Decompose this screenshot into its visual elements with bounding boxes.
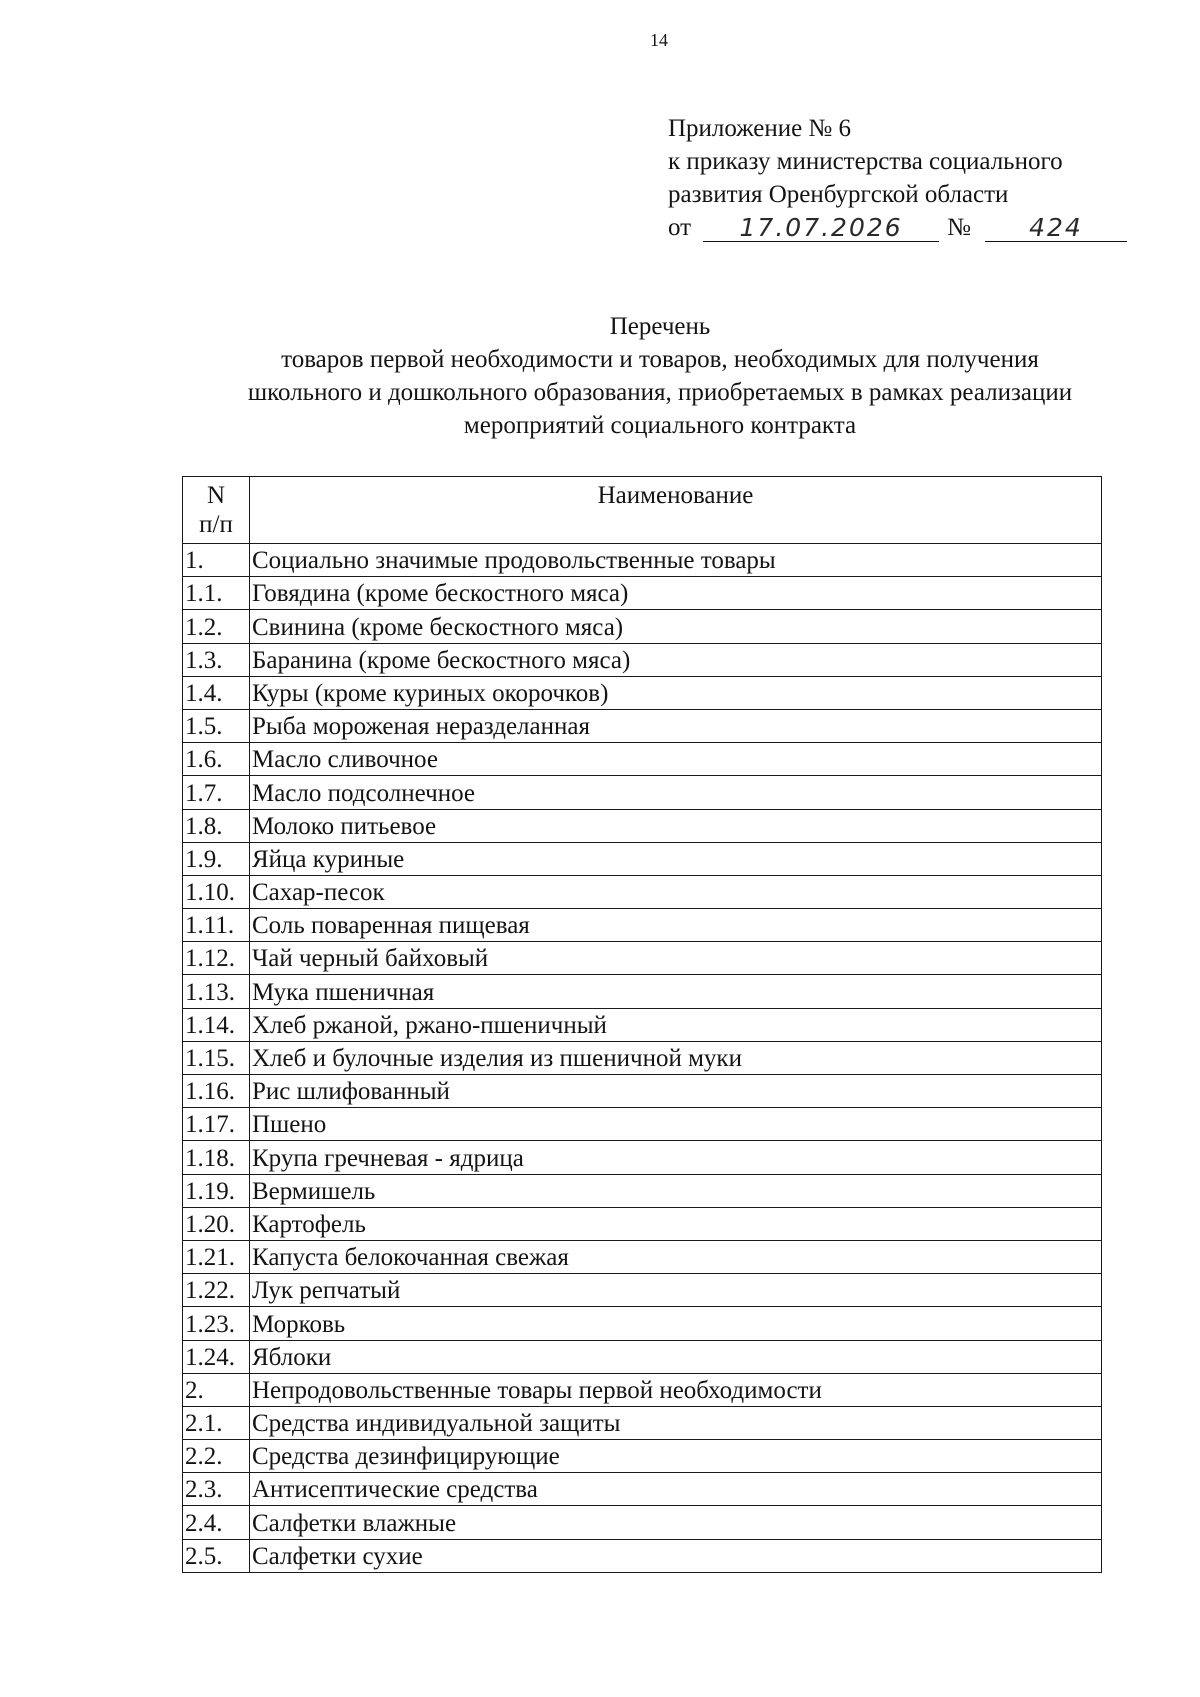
table-row xyxy=(183,1340,1102,1373)
row-name-cell: Свинина (кроме бескостного мяса) xyxy=(250,610,1102,643)
row-number-cell: 1.6. xyxy=(183,743,250,776)
row-number-cell: 1.10. xyxy=(183,875,250,908)
table-row xyxy=(183,1008,1102,1041)
row-number-cell: 1.12. xyxy=(183,942,250,975)
table-row xyxy=(183,1075,1102,1108)
row-number-cell: 1.14. xyxy=(183,1008,250,1041)
row-name-cell: Мука пшеничная xyxy=(250,975,1102,1008)
table-row xyxy=(183,942,1102,975)
row-name-cell: Морковь xyxy=(250,1307,1102,1340)
row-number-cell: 1.20. xyxy=(183,1207,250,1240)
row-number-cell: 1.7. xyxy=(183,776,250,809)
row-name-cell: Хлеб ржаной, ржано-пшеничный xyxy=(250,1008,1102,1041)
appendix-line-ministry: развития Оренбургской области xyxy=(668,181,1009,208)
row-number-cell: 1.19. xyxy=(183,1174,250,1207)
row-name-cell: Социально значимые продовольственные товары xyxy=(250,544,1102,577)
table-row xyxy=(183,709,1102,742)
row-number-cell: 1.11. xyxy=(183,909,250,942)
appendix-title: Приложение № 6 xyxy=(668,115,852,142)
table-row xyxy=(183,975,1102,1008)
row-name-cell: Куры (кроме куриных окорочков) xyxy=(250,676,1102,709)
table-row xyxy=(183,1506,1102,1539)
table-row xyxy=(183,1041,1102,1074)
row-number-cell: 1.4. xyxy=(183,676,250,709)
document-subtitle-line: школьного и дошкольного образования, приобретаемых в рамках реализации xyxy=(247,379,1073,406)
row-name-cell: Антисептические средства xyxy=(250,1473,1102,1506)
table-row xyxy=(183,1406,1102,1439)
row-number-cell: 2.1. xyxy=(183,1406,250,1439)
table-row xyxy=(183,1207,1102,1240)
row-name-cell: Яйца куриные xyxy=(250,842,1102,875)
table-row xyxy=(183,1373,1102,1406)
table-header-row xyxy=(183,477,1102,544)
row-name-cell: Чай черный байховый xyxy=(250,942,1102,975)
row-number-cell: 1.15. xyxy=(183,1041,250,1074)
table-row xyxy=(183,1174,1102,1207)
row-number-cell: 1.22. xyxy=(183,1274,250,1307)
row-name-cell: Яблоки xyxy=(250,1340,1102,1373)
row-number-cell: 1.24. xyxy=(183,1340,250,1373)
table-row xyxy=(183,643,1102,676)
row-number-cell: 2.5. xyxy=(183,1539,250,1572)
document-subtitle-line: товаров первой необходимости и товаров, необходимых для получения xyxy=(281,346,1039,373)
table-row xyxy=(183,610,1102,643)
row-number-cell: 1.8. xyxy=(183,809,250,842)
row-name-cell: Молоко питьевое xyxy=(250,809,1102,842)
row-number-cell: 1.16. xyxy=(183,1075,250,1108)
row-name-cell: Крупа гречневая - ядрица xyxy=(250,1141,1102,1174)
row-number-cell: 1. xyxy=(183,544,250,577)
table-row xyxy=(183,676,1102,709)
row-name-cell: Средства индивидуальной защиты xyxy=(250,1406,1102,1439)
row-name-cell: Непродовольственные товары первой необходимости xyxy=(250,1373,1102,1406)
table-row xyxy=(183,544,1102,577)
row-name-cell: Салфетки влажные xyxy=(250,1506,1102,1539)
table-row xyxy=(183,1539,1102,1572)
row-name-cell: Картофель xyxy=(250,1207,1102,1240)
table-row xyxy=(183,1108,1102,1141)
row-number-cell: 1.2. xyxy=(183,610,250,643)
table-row xyxy=(183,1473,1102,1506)
row-name-cell: Средства дезинфицирующие xyxy=(250,1440,1102,1473)
document-title: Перечень xyxy=(609,313,711,340)
row-number-cell: 2.4. xyxy=(183,1506,250,1539)
table-row xyxy=(183,909,1102,942)
page-number: 14 xyxy=(650,30,668,50)
goods-table xyxy=(182,476,1102,1573)
row-name-cell: Лук репчатый xyxy=(250,1274,1102,1307)
document-title-block xyxy=(160,310,1160,442)
table-row xyxy=(183,776,1102,809)
handwritten-date: 17.07.2026 xyxy=(703,211,939,242)
row-name-cell: Вермишель xyxy=(250,1174,1102,1207)
row-number-cell: 1.3. xyxy=(183,643,250,676)
table-body xyxy=(183,544,1102,1573)
row-number-cell: 1.18. xyxy=(183,1141,250,1174)
row-number-cell: 1.23. xyxy=(183,1307,250,1340)
table-row xyxy=(183,1240,1102,1273)
row-name-cell: Сахар-песок xyxy=(250,875,1102,908)
header-number-column xyxy=(183,477,250,544)
from-label: от xyxy=(668,214,692,241)
row-number-cell: 2. xyxy=(183,1373,250,1406)
header-number-label: N xyxy=(206,482,226,509)
table-row xyxy=(183,1307,1102,1340)
header-name-column: Наименование xyxy=(250,477,1102,544)
row-number-cell: 1.5. xyxy=(183,709,250,742)
handwritten-number: 424 xyxy=(985,211,1127,242)
header-number-sublabel: п/п xyxy=(199,511,233,538)
row-name-cell: Рыба мороженая неразделанная xyxy=(250,709,1102,742)
table-row xyxy=(183,875,1102,908)
row-name-cell: Капуста белокочанная свежая xyxy=(250,1240,1102,1273)
row-number-cell: 1.1. xyxy=(183,577,250,610)
row-name-cell: Баранина (кроме бескостного мяса) xyxy=(250,643,1102,676)
table-row xyxy=(183,743,1102,776)
row-name-cell: Салфетки сухие xyxy=(250,1539,1102,1572)
table-row xyxy=(183,842,1102,875)
table-row xyxy=(183,1274,1102,1307)
row-name-cell: Соль поваренная пищевая xyxy=(250,909,1102,942)
row-name-cell: Масло сливочное xyxy=(250,743,1102,776)
appendix-header xyxy=(668,112,1127,244)
row-name-cell: Пшено xyxy=(250,1108,1102,1141)
table-row xyxy=(183,1141,1102,1174)
row-number-cell: 1.17. xyxy=(183,1108,250,1141)
number-label: № xyxy=(947,214,971,241)
row-number-cell: 1.13. xyxy=(183,975,250,1008)
table-row xyxy=(183,809,1102,842)
table-row xyxy=(183,1440,1102,1473)
appendix-date-number-line xyxy=(668,211,1127,244)
row-number-cell: 2.3. xyxy=(183,1473,250,1506)
row-number-cell: 1.9. xyxy=(183,842,250,875)
row-number-cell: 1.21. xyxy=(183,1240,250,1273)
row-name-cell: Хлеб и булочные изделия из пшеничной муки xyxy=(250,1041,1102,1074)
row-name-cell: Масло подсолнечное xyxy=(250,776,1102,809)
appendix-line-order: к приказу министерства социального xyxy=(668,148,1063,175)
row-name-cell: Говядина (кроме бескостного мяса) xyxy=(250,577,1102,610)
document-subtitle-line: мероприятий социального контракта xyxy=(463,412,857,439)
row-number-cell: 2.2. xyxy=(183,1440,250,1473)
table-row xyxy=(183,577,1102,610)
row-name-cell: Рис шлифованный xyxy=(250,1075,1102,1108)
